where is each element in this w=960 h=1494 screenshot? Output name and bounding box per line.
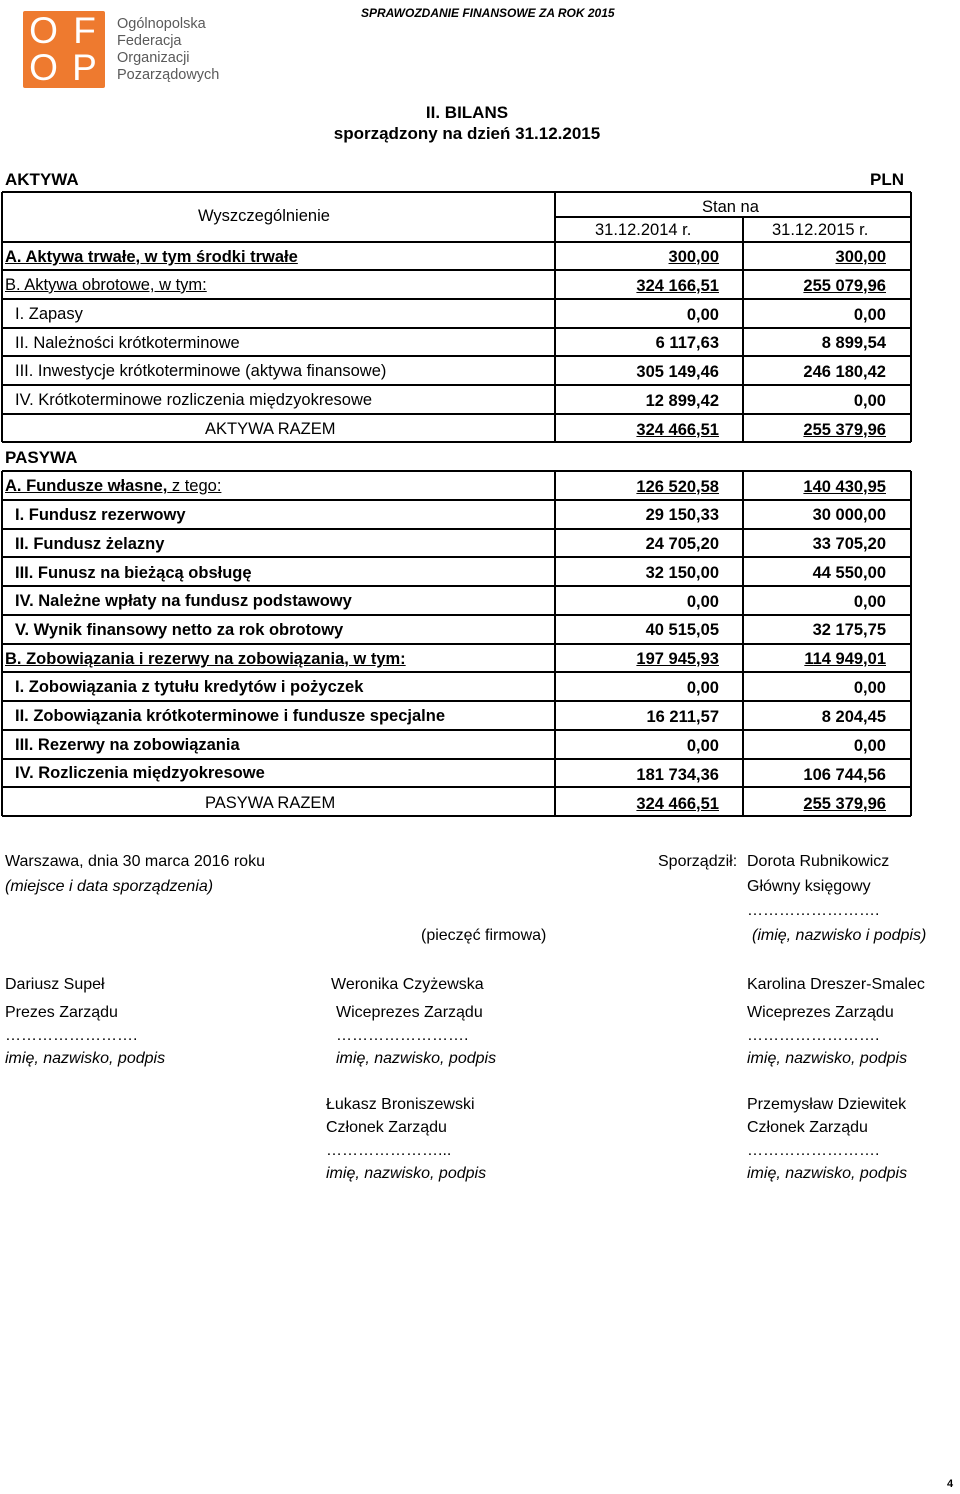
liability-row-label: IV. Rozliczenia międzyokresowe: [15, 764, 265, 782]
liability-row-value-2015: 33 705,20: [812, 535, 886, 553]
liability-row-value-2015: 140 430,95: [803, 478, 886, 496]
liabilities-total-value-2015: 255 379,96: [803, 795, 886, 813]
asset-row-value-2014: 0,00: [686, 306, 719, 324]
asset-row-value-2015: 0,00: [853, 306, 886, 324]
liability-row-value-2014: 0,00: [686, 679, 719, 697]
liability-row-label: III. Funusz na bieżącą obsługę: [15, 564, 252, 582]
liability-row-label: III. Rezerwy na zobowiązania: [15, 736, 240, 754]
signatory-role: Wiceprezes Zarządu: [336, 1004, 483, 1021]
signature-line: …………………….: [747, 902, 880, 919]
prepared-by-label: Sporządził:: [658, 853, 738, 870]
liability-row-value-2015: 44 550,00: [812, 564, 886, 582]
liability-row-value-2015: 30 000,00: [812, 506, 886, 524]
liability-row-label: B. Zobowiązania i rezerwy na zobowiązania, w tym:: [5, 650, 406, 668]
asset-row-value-2015: 8 899,54: [821, 334, 886, 352]
report-title: SPRAWOZDANIE FINANSOWE ZA ROK 2015: [361, 6, 615, 20]
liability-row-value-2014: 181 734,36: [636, 766, 719, 784]
liability-row-label: A. Fundusze własne, z tego:: [5, 477, 222, 495]
prepared-by-name: Dorota Rubnikowicz: [747, 853, 890, 870]
signatory-role: Członek Zarządu: [326, 1119, 447, 1136]
liability-row-value-2015: 8 204,45: [821, 708, 886, 726]
asset-row-value-2014: 324 166,51: [636, 277, 719, 295]
logo-letter: P: [72, 47, 97, 88]
liability-row-value-2014: 0,00: [686, 593, 719, 611]
signatory-caption: imię, nazwisko, podpis: [747, 1165, 908, 1182]
liability-row-label: IV. Należne wpłaty na fundusz podstawowy: [15, 592, 352, 610]
liability-row-label: II. Fundusz żelazny: [15, 535, 165, 553]
signatory-caption: imię, nazwisko, podpis: [747, 1050, 908, 1067]
signature-line: …………………….: [5, 1027, 138, 1044]
assets-total-value-2015: 255 379,96: [803, 421, 886, 439]
asset-row-value-2015: 0,00: [853, 392, 886, 410]
signature-line: …………………….: [747, 1027, 880, 1044]
signatory-role: Prezes Zarządu: [5, 1004, 118, 1021]
assets-total-value-2014: 324 466,51: [636, 421, 719, 439]
liability-row-value-2014: 197 945,93: [636, 650, 719, 668]
asset-row-label: B. Aktywa obrotowe, w tym:: [5, 276, 207, 294]
signatory-role: Wiceprezes Zarządu: [747, 1004, 894, 1021]
document-title: II. BILANS: [425, 103, 509, 122]
asset-row-value-2014: 6 117,63: [655, 334, 719, 352]
logo-line: Pozarządowych: [117, 67, 220, 83]
liability-row-value-2015: 106 744,56: [803, 766, 886, 784]
asset-row-value-2015: 255 079,96: [803, 277, 886, 295]
pasywa-heading: PASYWA: [5, 448, 78, 467]
logo-line: Ogólnopolska: [117, 16, 206, 32]
liabilities-total-value-2014: 324 466,51: [636, 795, 719, 813]
asset-row-value-2015: 300,00: [835, 248, 886, 266]
liabilities-total-label: PASYWA RAZEM: [205, 794, 336, 812]
asset-row-value-2014: 305 149,46: [636, 363, 719, 381]
signatory-name: Przemysław Dziewitek: [747, 1096, 907, 1113]
logo-letter: O: [29, 47, 58, 88]
asset-row-value-2015: 246 180,42: [803, 363, 886, 381]
signatory-caption: imię, nazwisko, podpis: [326, 1165, 487, 1182]
signatory-name: Łukasz Broniszewski: [326, 1096, 475, 1113]
signature-line: …………………...: [326, 1142, 452, 1159]
liability-row-value-2014: 29 150,33: [645, 506, 719, 524]
signature-line: …………………….: [336, 1027, 469, 1044]
prepared-by-role: Główny księgowy: [747, 878, 871, 895]
liability-row-value-2014: 24 705,20: [645, 535, 719, 553]
liability-row-value-2015: 0,00: [853, 593, 886, 611]
currency-label: PLN: [870, 170, 904, 189]
signatory-caption: imię, nazwisko, podpis: [5, 1050, 166, 1067]
column-header-description: Wyszczególnienie: [198, 207, 330, 225]
liability-row-label: II. Zobowiązania krótkoterminowe i fundusze specjalne: [15, 707, 445, 725]
signatory-name: Dariusz Supeł: [5, 976, 105, 993]
liability-row-label: V. Wynik finansowy netto za rok obrotowy: [15, 621, 344, 639]
assets-total-label: AKTYWA RAZEM: [205, 420, 336, 438]
asset-row-label: I. Zapasy: [15, 305, 83, 323]
liability-row-value-2014: 40 515,05: [645, 621, 719, 639]
liability-row-label: I. Zobowiązania z tytułu kredytów i pożyczek: [15, 678, 364, 696]
asset-row-label: IV. Krótkoterminowe rozliczenia międzyokresowe: [15, 391, 373, 409]
liability-row-value-2015: 0,00: [853, 737, 886, 755]
logo-line: Federacja: [117, 33, 182, 49]
signature-line: …………………….: [747, 1142, 880, 1159]
liability-row-value-2015: 32 175,75: [812, 621, 886, 639]
liability-row-value-2014: 0,00: [686, 737, 719, 755]
asset-row-value-2014: 300,00: [668, 248, 719, 266]
signatory-name: Karolina Dreszer-Smalec: [747, 976, 925, 993]
asset-row-value-2014: 12 899,42: [645, 392, 719, 410]
logo-wordmark: [117, 16, 247, 84]
liability-row-value-2014: 126 520,58: [636, 478, 719, 496]
page-number: 4: [947, 1478, 954, 1490]
column-header-2015: 31.12.2015 r.: [772, 221, 869, 239]
asset-row-label: III. Inwestycje krótkoterminowe (aktywa finansowe): [15, 362, 387, 380]
place-date-caption: (miejsce i data sporządzenia): [5, 878, 214, 895]
logo-line: Organizacji: [117, 50, 190, 66]
prepared-by-caption: (imię, nazwisko i podpis): [752, 927, 927, 944]
liability-row-value-2015: 114 949,01: [804, 650, 886, 668]
place-date: Warszawa, dnia 30 marca 2016 roku: [5, 853, 265, 870]
liability-row-value-2014: 32 150,00: [645, 564, 719, 582]
ofop-logo: [23, 11, 105, 88]
document-subtitle: sporządzony na dzień 31.12.2015: [333, 124, 601, 143]
logo-letter: F: [73, 10, 96, 51]
asset-row-label: A. Aktywa trwałe, w tym środki trwałe: [5, 248, 298, 266]
aktywa-heading: AKTYWA: [5, 170, 79, 189]
liability-row-value-2015: 0,00: [853, 679, 886, 697]
liability-row-value-2014: 16 211,57: [646, 708, 719, 726]
stamp-caption: (pieczęć firmowa): [421, 927, 547, 944]
column-header-stan-na: Stan na: [702, 198, 759, 216]
asset-row-label: II. Należności krótkoterminowe: [15, 334, 240, 352]
signatory-role: Członek Zarządu: [747, 1119, 868, 1136]
signatory-name: Weronika Czyżewska: [331, 976, 484, 993]
column-header-2014: 31.12.2014 r.: [595, 221, 692, 239]
liability-row-label: I. Fundusz rezerwowy: [15, 506, 186, 524]
signatory-caption: imię, nazwisko, podpis: [336, 1050, 497, 1067]
logo-letter: O: [29, 10, 58, 51]
